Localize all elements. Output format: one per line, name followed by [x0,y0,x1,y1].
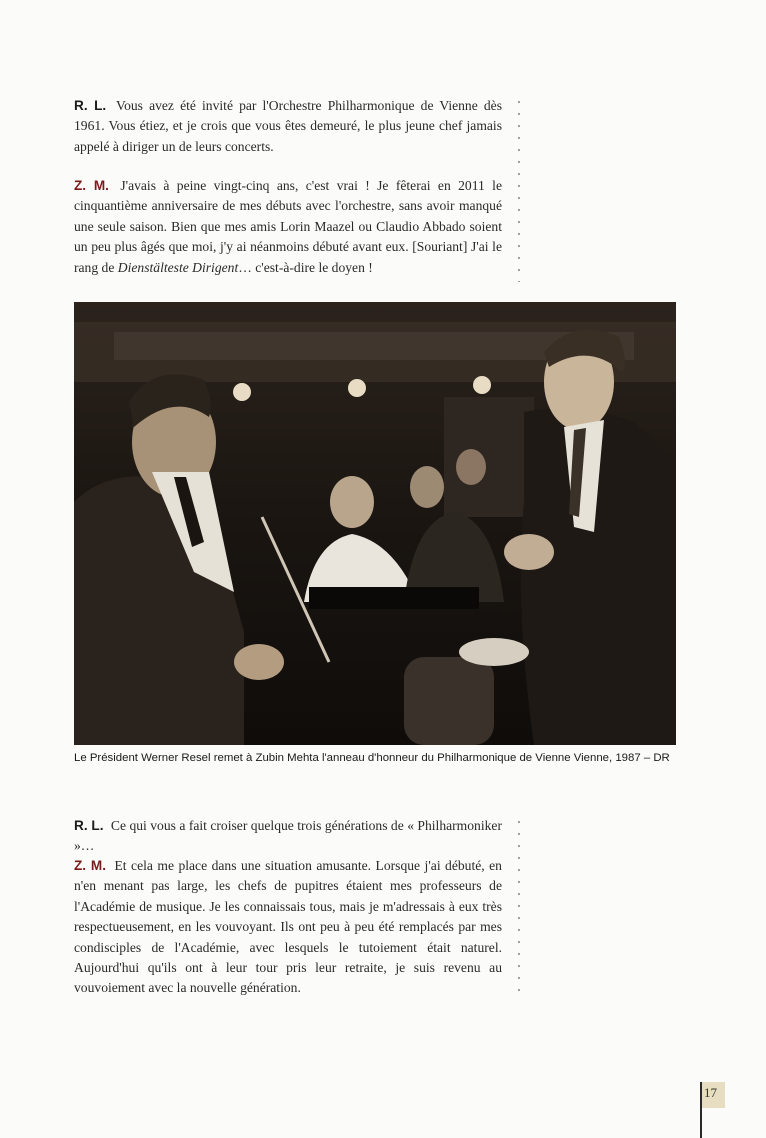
paragraph-3 [74,816,502,857]
dotted-rule [517,96,521,282]
paragraph-text: Ce qui vous a fait croiser quelque trois générations de « Philharmoniker »… [74,818,502,854]
italic-term: Dienstälteste Dirigent [117,259,239,275]
page-edge-line [700,1082,702,1138]
photo-caption: Le Président Werner Resel remet à Zubin Mehta l'anneau d'honneur du Philharmonique de Vienne Vienne, 1987 – DR [74,752,670,764]
speaker-label: R. L. [74,98,107,113]
speaker-label: R. L. [74,818,104,833]
speaker-label: Z. M. [74,178,109,193]
paragraph-1 [74,96,502,157]
page-number: 17 [704,1085,717,1100]
photo-illustration [74,302,676,745]
paragraph-text: J'avais à peine vingt-cinq ans, c'est vrai ! Je fêterai en 2011 le cinquantième anniversaire de mes débuts avec l'orchestre, sans avoir manqué une seule saison. Bien que mes amis Lorin Maazel ou Claudio Abbado soient un peu plus âgés que moi, j'y ai néanmoins débuté avant eux. [Souriant] J'ai le rang de [74,178,502,275]
speaker-label: Z. M. [74,858,107,873]
paragraph-text: Vous avez été invité par l'Orchestre Philharmonique de Vienne dès 1961. Vous étiez, et je crois que vous êtes demeuré, le plus jeune chef jamais appelé à diriger un de leurs concerts. [74,98,502,154]
paragraph-2 [74,176,502,278]
photograph [74,302,676,745]
dotted-rule [517,816,521,996]
paragraph-text: Et cela me place dans une situation amusante. Lorsque j'ai débuté, en n'en menant pas large, les chefs de pupitres étaient mes professeurs de l'Académie de musique. Je les connaissais tous, mais je m'adressais à eux très respectueusement, en les vouvoyant. Ils ont peu à peu été remplacés par mes condisciples de l'Académie, avec lesquels le tutoiement était naturel. Aujourd'hui qu'ils ont à leur tour pris leur retraite, je suis revenu au vouvoiement avec la nouvelle génération. [74,858,502,996]
paragraph-text-end: … c'est-à-dire le doyen ! [238,259,373,275]
paragraph-4 [74,856,502,999]
